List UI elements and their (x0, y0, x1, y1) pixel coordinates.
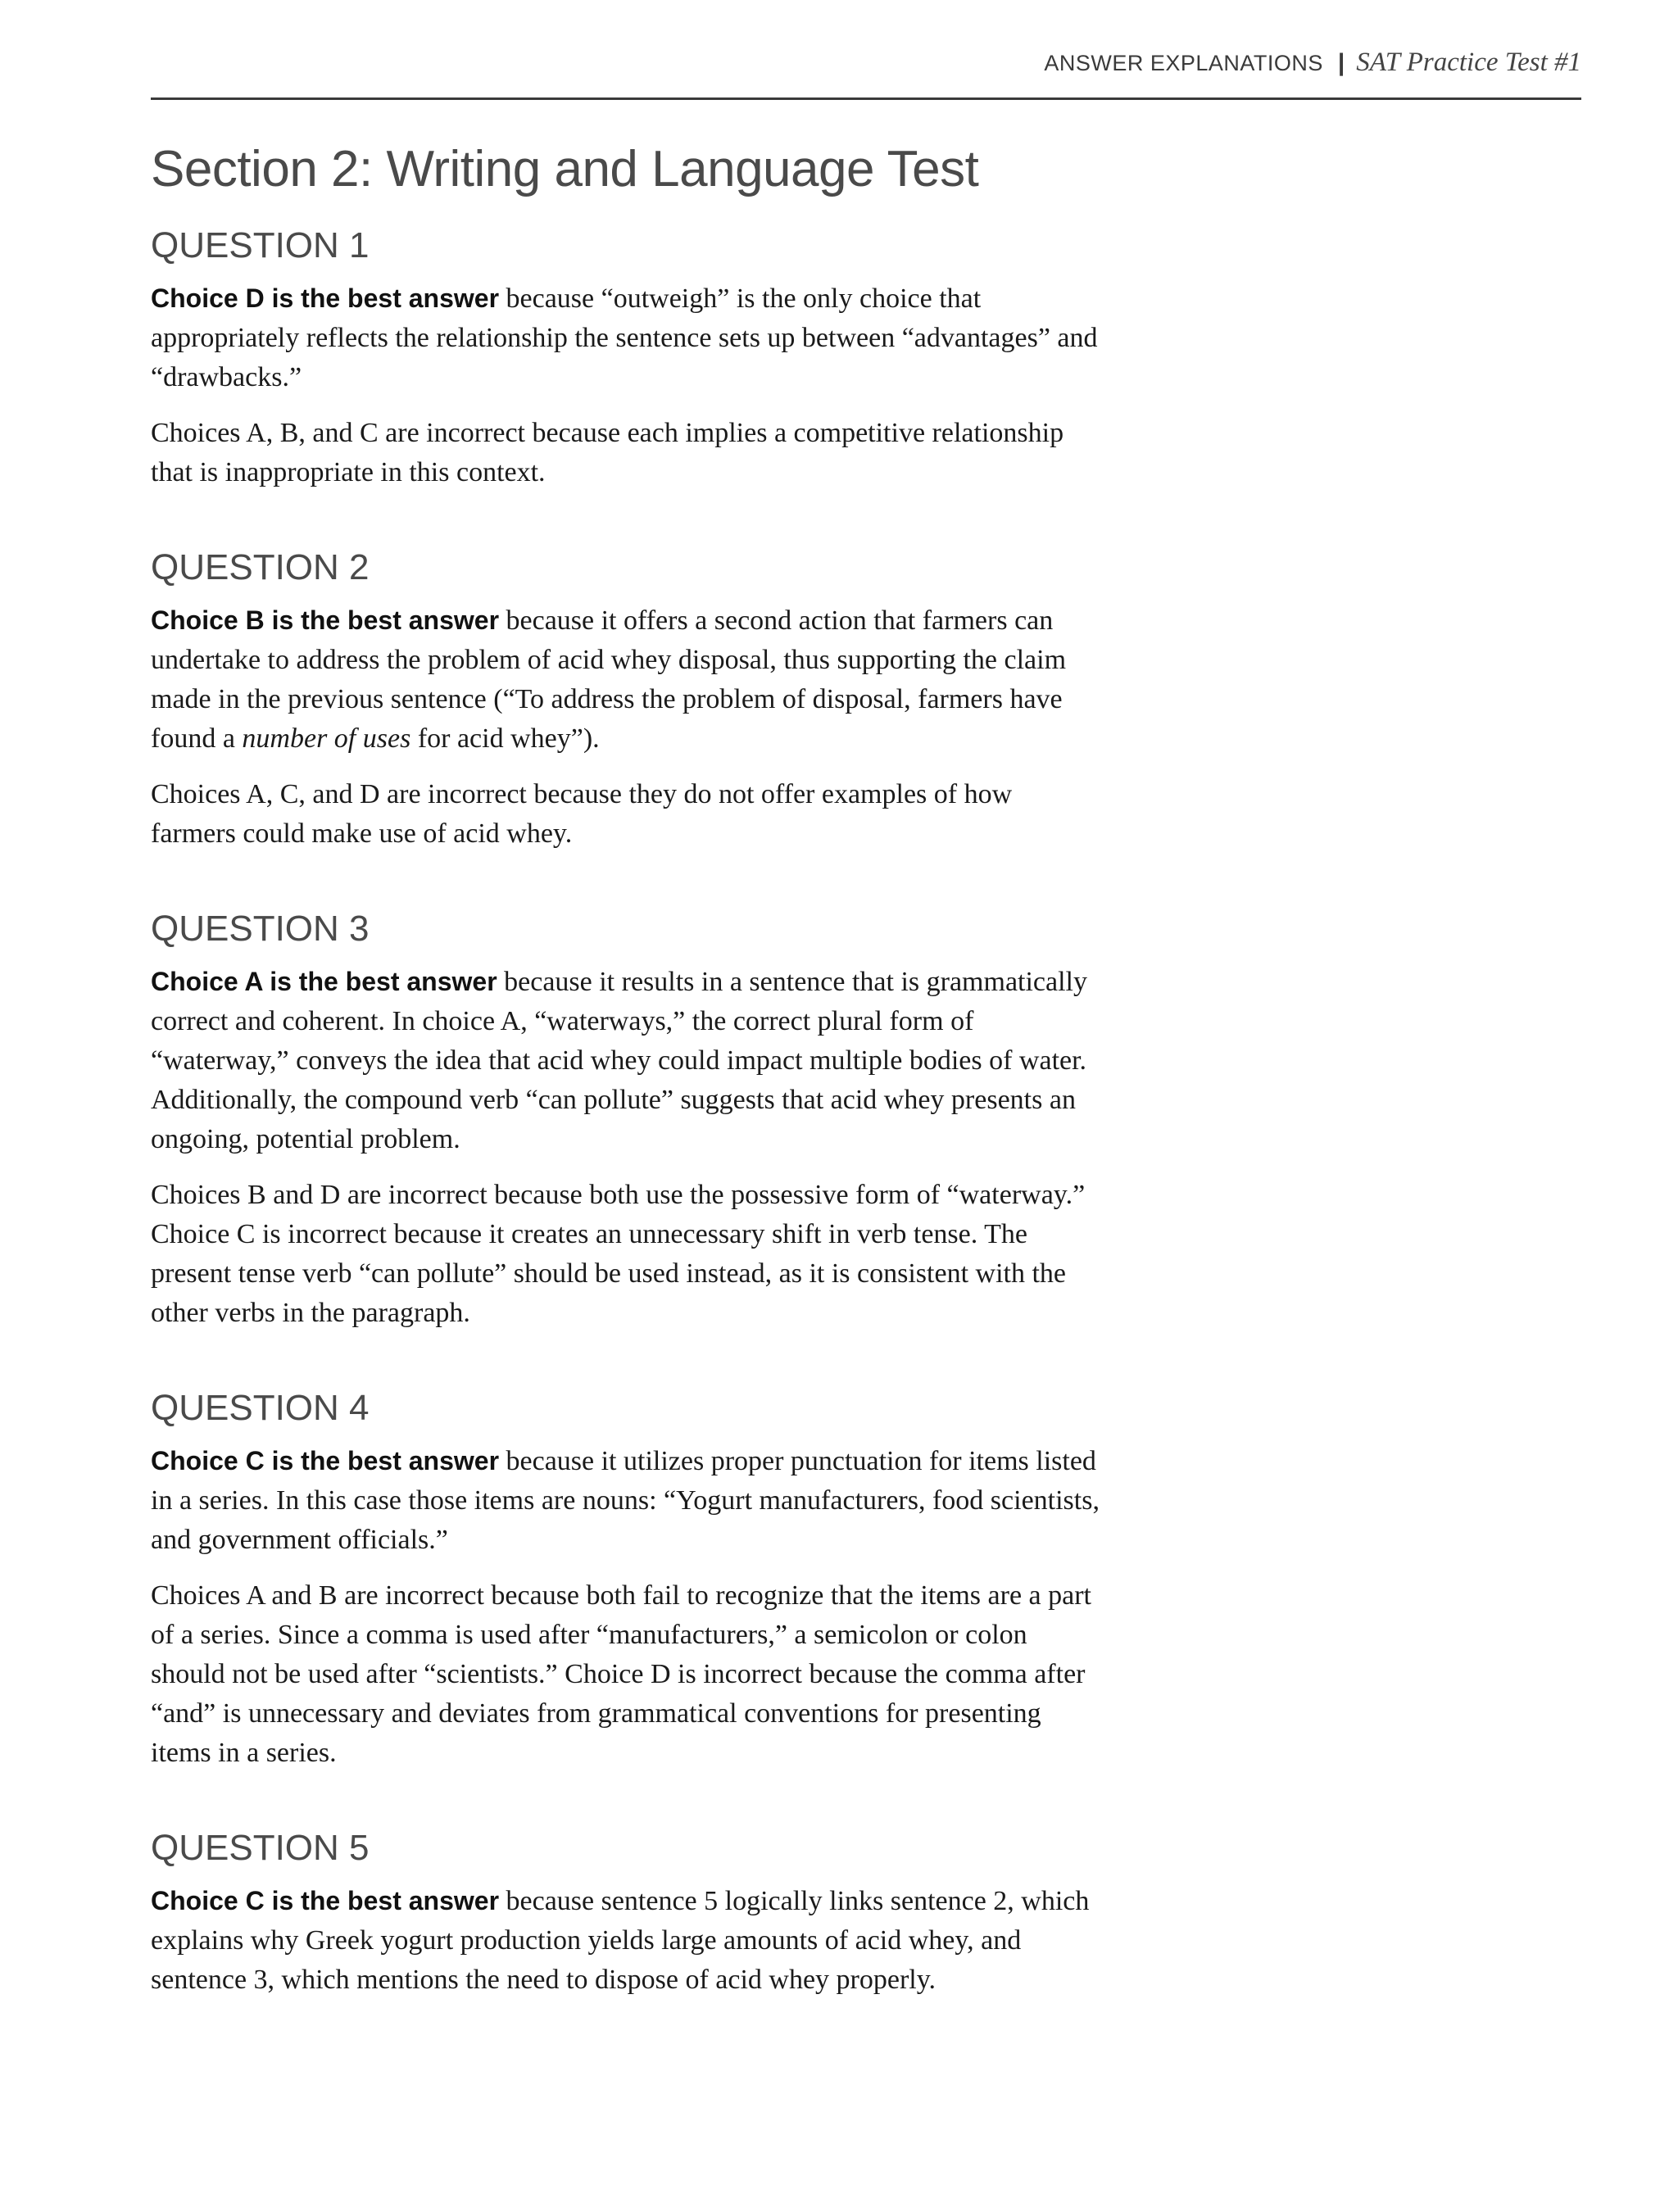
best-answer-explanation (151, 279, 1101, 397)
best-answer-lead: Choice C is the best answer (151, 1446, 500, 1475)
question-heading: QUESTION 4 (151, 1388, 370, 1428)
question-2 (151, 543, 1101, 854)
incorrect-explanation: Choices B and D are incorrect because both use the possessive form of “waterway.” Choice C is incorrect because it creates an unnecessary shift in verb tense. The present tense verb “can pollute” should be used instead, as it is consistent with the other verbs in the paragraph. (151, 1180, 1086, 1328)
question-4 (151, 1384, 1101, 1773)
best-answer-text: because “outweigh” is the only choice that appropriately reflects the relationship the sentence sets up between “advantages” and “drawbacks.” (151, 283, 1098, 392)
best-answer-text: because sentence 5 logically links sentence 2, which explains why Greek yogurt production yields large amounts of acid whey, and sentence 3, which mentions the need to dispose of acid whey properly. (151, 1886, 1090, 1995)
spacer (151, 509, 1101, 543)
spacer (151, 1789, 1101, 1824)
best-answer-lead: Choice D is the best answer (151, 283, 500, 313)
best-answer-lead: Choice C is the best answer (151, 1886, 500, 1915)
question-3 (151, 904, 1101, 1333)
spacer (151, 1349, 1101, 1384)
best-answer-text: because it utilizes proper punctuation for items listed in a series. In this case those items are nouns: “Yogurt manufacturers, food scientists, and government officials.” (151, 1446, 1100, 1555)
best-answer-explanation (151, 962, 1101, 1159)
header-text (1044, 46, 1581, 84)
best-answer-emphasis: number of uses (242, 723, 411, 754)
best-answer-explanation (151, 601, 1101, 759)
incorrect-explanation: Choices A, C, and D are incorrect because they do not offer examples of how farmers could make use of acid whey. (151, 779, 1013, 849)
incorrect-explanation: Choices A and B are incorrect because both fail to recognize that the items are a part of a series. Since a comma is used after “manufacturers,” a semicolon or colon should not be used after “scientists.” Choice D is incorrect because the comma after “and” is unnecessary and deviates from grammatical conventions for presenting items in a series. (151, 1580, 1091, 1768)
best-answer-text: because it offers a second action that farmers can undertake to address the problem of acid whey disposal, thus supporting the claim made in the previous sentence (“To address the problem of disposal, farmers have found a (151, 605, 1067, 754)
incorrect-explanation: Choices A, B, and C are incorrect because each implies a competitive relationship that is inappropriate in this context. (151, 418, 1064, 487)
best-answer-text: because it results in a sentence that is grammatically correct and coherent. In choice A, “waterways,” the correct plural form of “waterway,” conveys the idea that acid whey could impact multiple bodies of water. Additionally, the compound verb “can pollute” suggests that acid whey presents an ongoing, potential problem. (151, 967, 1087, 1154)
question-heading: QUESTION 3 (151, 909, 370, 949)
question-heading: QUESTION 2 (151, 547, 370, 587)
header-label: ANSWER EXPLANATIONS (1044, 51, 1323, 75)
best-answer-explanation (151, 1441, 1101, 1560)
question-heading: QUESTION 1 (151, 225, 370, 265)
best-answer-lead: Choice A is the best answer (151, 967, 497, 996)
section-title: Section 2: Writing and Language Test (151, 141, 979, 197)
page-content (151, 133, 1101, 2016)
best-answer-lead: Choice B is the best answer (151, 605, 500, 635)
question-heading: QUESTION 5 (151, 1828, 370, 1868)
spacer (151, 870, 1101, 904)
header-test-name: SAT Practice Test #1 (1356, 48, 1581, 77)
header-separator: | (1337, 49, 1345, 76)
question-1 (151, 221, 1101, 492)
question-5 (151, 1824, 1101, 2000)
page-header (151, 41, 1581, 100)
best-answer-text-end: for acid whey”). (410, 723, 600, 754)
best-answer-explanation (151, 1881, 1101, 2000)
